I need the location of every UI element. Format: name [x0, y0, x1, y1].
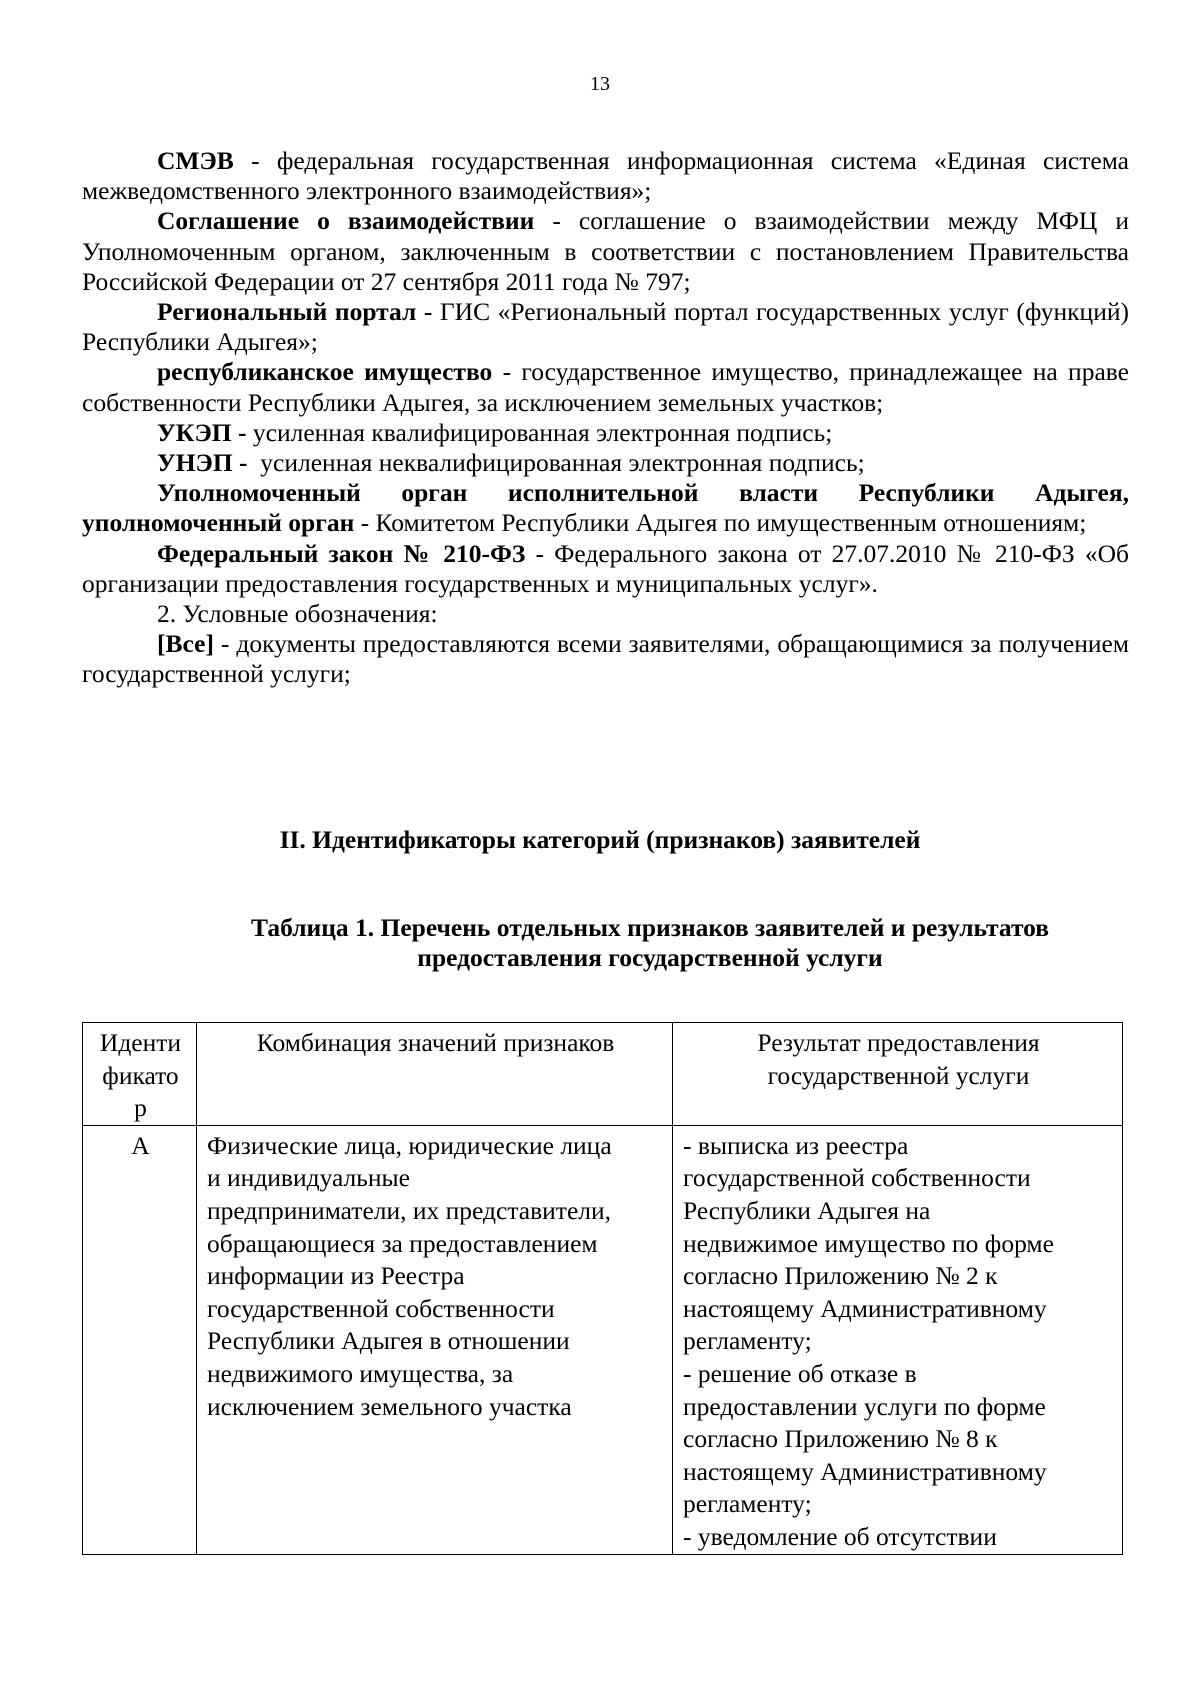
result-line: регламенту; [683, 1489, 812, 1519]
definition-term: СМЭВ [157, 146, 234, 175]
header-result-line: Результат предоставления [757, 1028, 1040, 1057]
combination-line: Республики Адыгея в отношении [207, 1326, 570, 1356]
convention-text: - документы предоставляются всеми заявителями, обращающимися за получением государственной услуги; [82, 629, 1129, 689]
definition-text: - Комитетом Республики Адыгея по имущественным отношениям; [354, 508, 1087, 538]
header-combination: Комбинация значений признаков [197, 1023, 673, 1126]
definition-paragraph [82, 206, 1129, 297]
combination-line: государственной собственности [207, 1293, 555, 1323]
definition-text: - соглашение о взаимодействии между МФЦ и Уполномоченным органом, заключенным в соответствии с постановлением Правительства Российской Федерации от 27 сентября 2011 года № 797; [82, 206, 1129, 296]
header-identifier [83, 1023, 197, 1126]
definition-term: Федеральный закон № 210-ФЗ [157, 538, 526, 568]
result-line: - уведомление об отсутствии [683, 1521, 997, 1551]
header-identifier-line: фикато [102, 1060, 179, 1090]
definitions-section [82, 146, 1129, 690]
combination-line: недвижимого имущества, за [207, 1358, 514, 1388]
definition-text: усиленная неквалифицированная электронная подпись; [247, 448, 865, 478]
definition-term: Уполномоченный орган исполнительной власти Республики Адыгея, уполномоченный орган [82, 478, 1129, 538]
result-line: - решение об отказе в [683, 1358, 917, 1388]
result-line: предоставлении услуги по форме [683, 1391, 1046, 1421]
definition-text: - государственное имущество, принадлежащее на праве собственности Республики Адыгея, за исключением земельных участков; [82, 357, 1129, 417]
header-identifier-line: Иденти [99, 1028, 182, 1057]
definition-paragraph [82, 448, 1129, 478]
definition-term: УКЭП - [157, 417, 247, 447]
result-line: регламенту; [683, 1326, 812, 1356]
result-line: недвижимое имущество по форме [683, 1228, 1054, 1258]
definition-text: - федеральная государственная информационная система «Единая система межведомственного электронного взаимодействия»; [82, 146, 1129, 206]
applicant-results-table [82, 1022, 1123, 1555]
table-caption [150, 913, 1150, 973]
result-text [683, 1130, 1114, 1554]
combination-line: и индивидуальные [207, 1163, 411, 1193]
header-result [673, 1023, 1123, 1126]
conventions-heading: 2. Условные обозначения: [157, 599, 438, 629]
definition-paragraph [82, 478, 1129, 538]
section-heading: II. Идентификаторы категорий (признаков) заявителей [279, 825, 921, 854]
definition-paragraph [82, 297, 1129, 357]
definition-text: - Федерального закона от 27.07.2010 № 210-ФЗ «Об организации предоставления государственных и муниципальных услуг». [82, 538, 1129, 598]
definition-term: Соглашение о взаимодействии [157, 206, 535, 236]
combination-line: информации из Реестра [207, 1261, 465, 1291]
combination-text [207, 1130, 664, 1554]
combination-line: исключением земельного участка [207, 1391, 572, 1421]
definition-term: Региональный портал [157, 297, 417, 327]
cell-combination [197, 1125, 673, 1554]
header-result-line: государственной услуги [767, 1060, 1030, 1090]
cell-result [673, 1125, 1123, 1554]
table-caption-line: Таблица 1. Перечень отдельных признаков заявителей и результатов [250, 913, 1050, 942]
combination-line: предприниматели, их представители, [207, 1195, 612, 1225]
table-caption-line: предоставления государственной услуги [417, 943, 883, 972]
definition-term: республиканское имущество [157, 357, 493, 387]
result-line: согласно Приложению № 8 к [683, 1424, 998, 1454]
result-line: настоящему Административному [683, 1456, 1047, 1486]
header-identifier-line: р [134, 1093, 147, 1123]
convention-paragraph [82, 629, 1129, 689]
result-line: настоящему Административному [683, 1293, 1047, 1323]
convention-term: [Все] [157, 629, 214, 659]
definition-paragraph [82, 357, 1129, 417]
cell-identifier: А [83, 1125, 197, 1554]
result-line: согласно Приложению № 2 к [683, 1261, 998, 1291]
table-row [83, 1125, 1123, 1554]
definition-paragraph [82, 146, 1129, 206]
definition-text: - ГИС «Региональный портал государственных услуг (функций) Республики Адыгея»; [82, 297, 1129, 357]
definition-paragraph [82, 539, 1129, 599]
result-line: - выписка из реестра [683, 1130, 909, 1160]
combination-line: обращающиеся за предоставлением [207, 1228, 598, 1258]
combination-line: Физические лица, юридические лица [207, 1130, 612, 1160]
result-line: Республики Адыгея на [683, 1195, 931, 1225]
definition-text: усиленная квалифицированная электронная подпись; [246, 417, 833, 447]
definition-paragraph [82, 418, 1129, 448]
result-line: государственной собственности [683, 1163, 1031, 1193]
definition-term: УНЭП - [157, 448, 248, 478]
page-number: 13 [590, 73, 610, 95]
table-header-row [83, 1023, 1123, 1126]
